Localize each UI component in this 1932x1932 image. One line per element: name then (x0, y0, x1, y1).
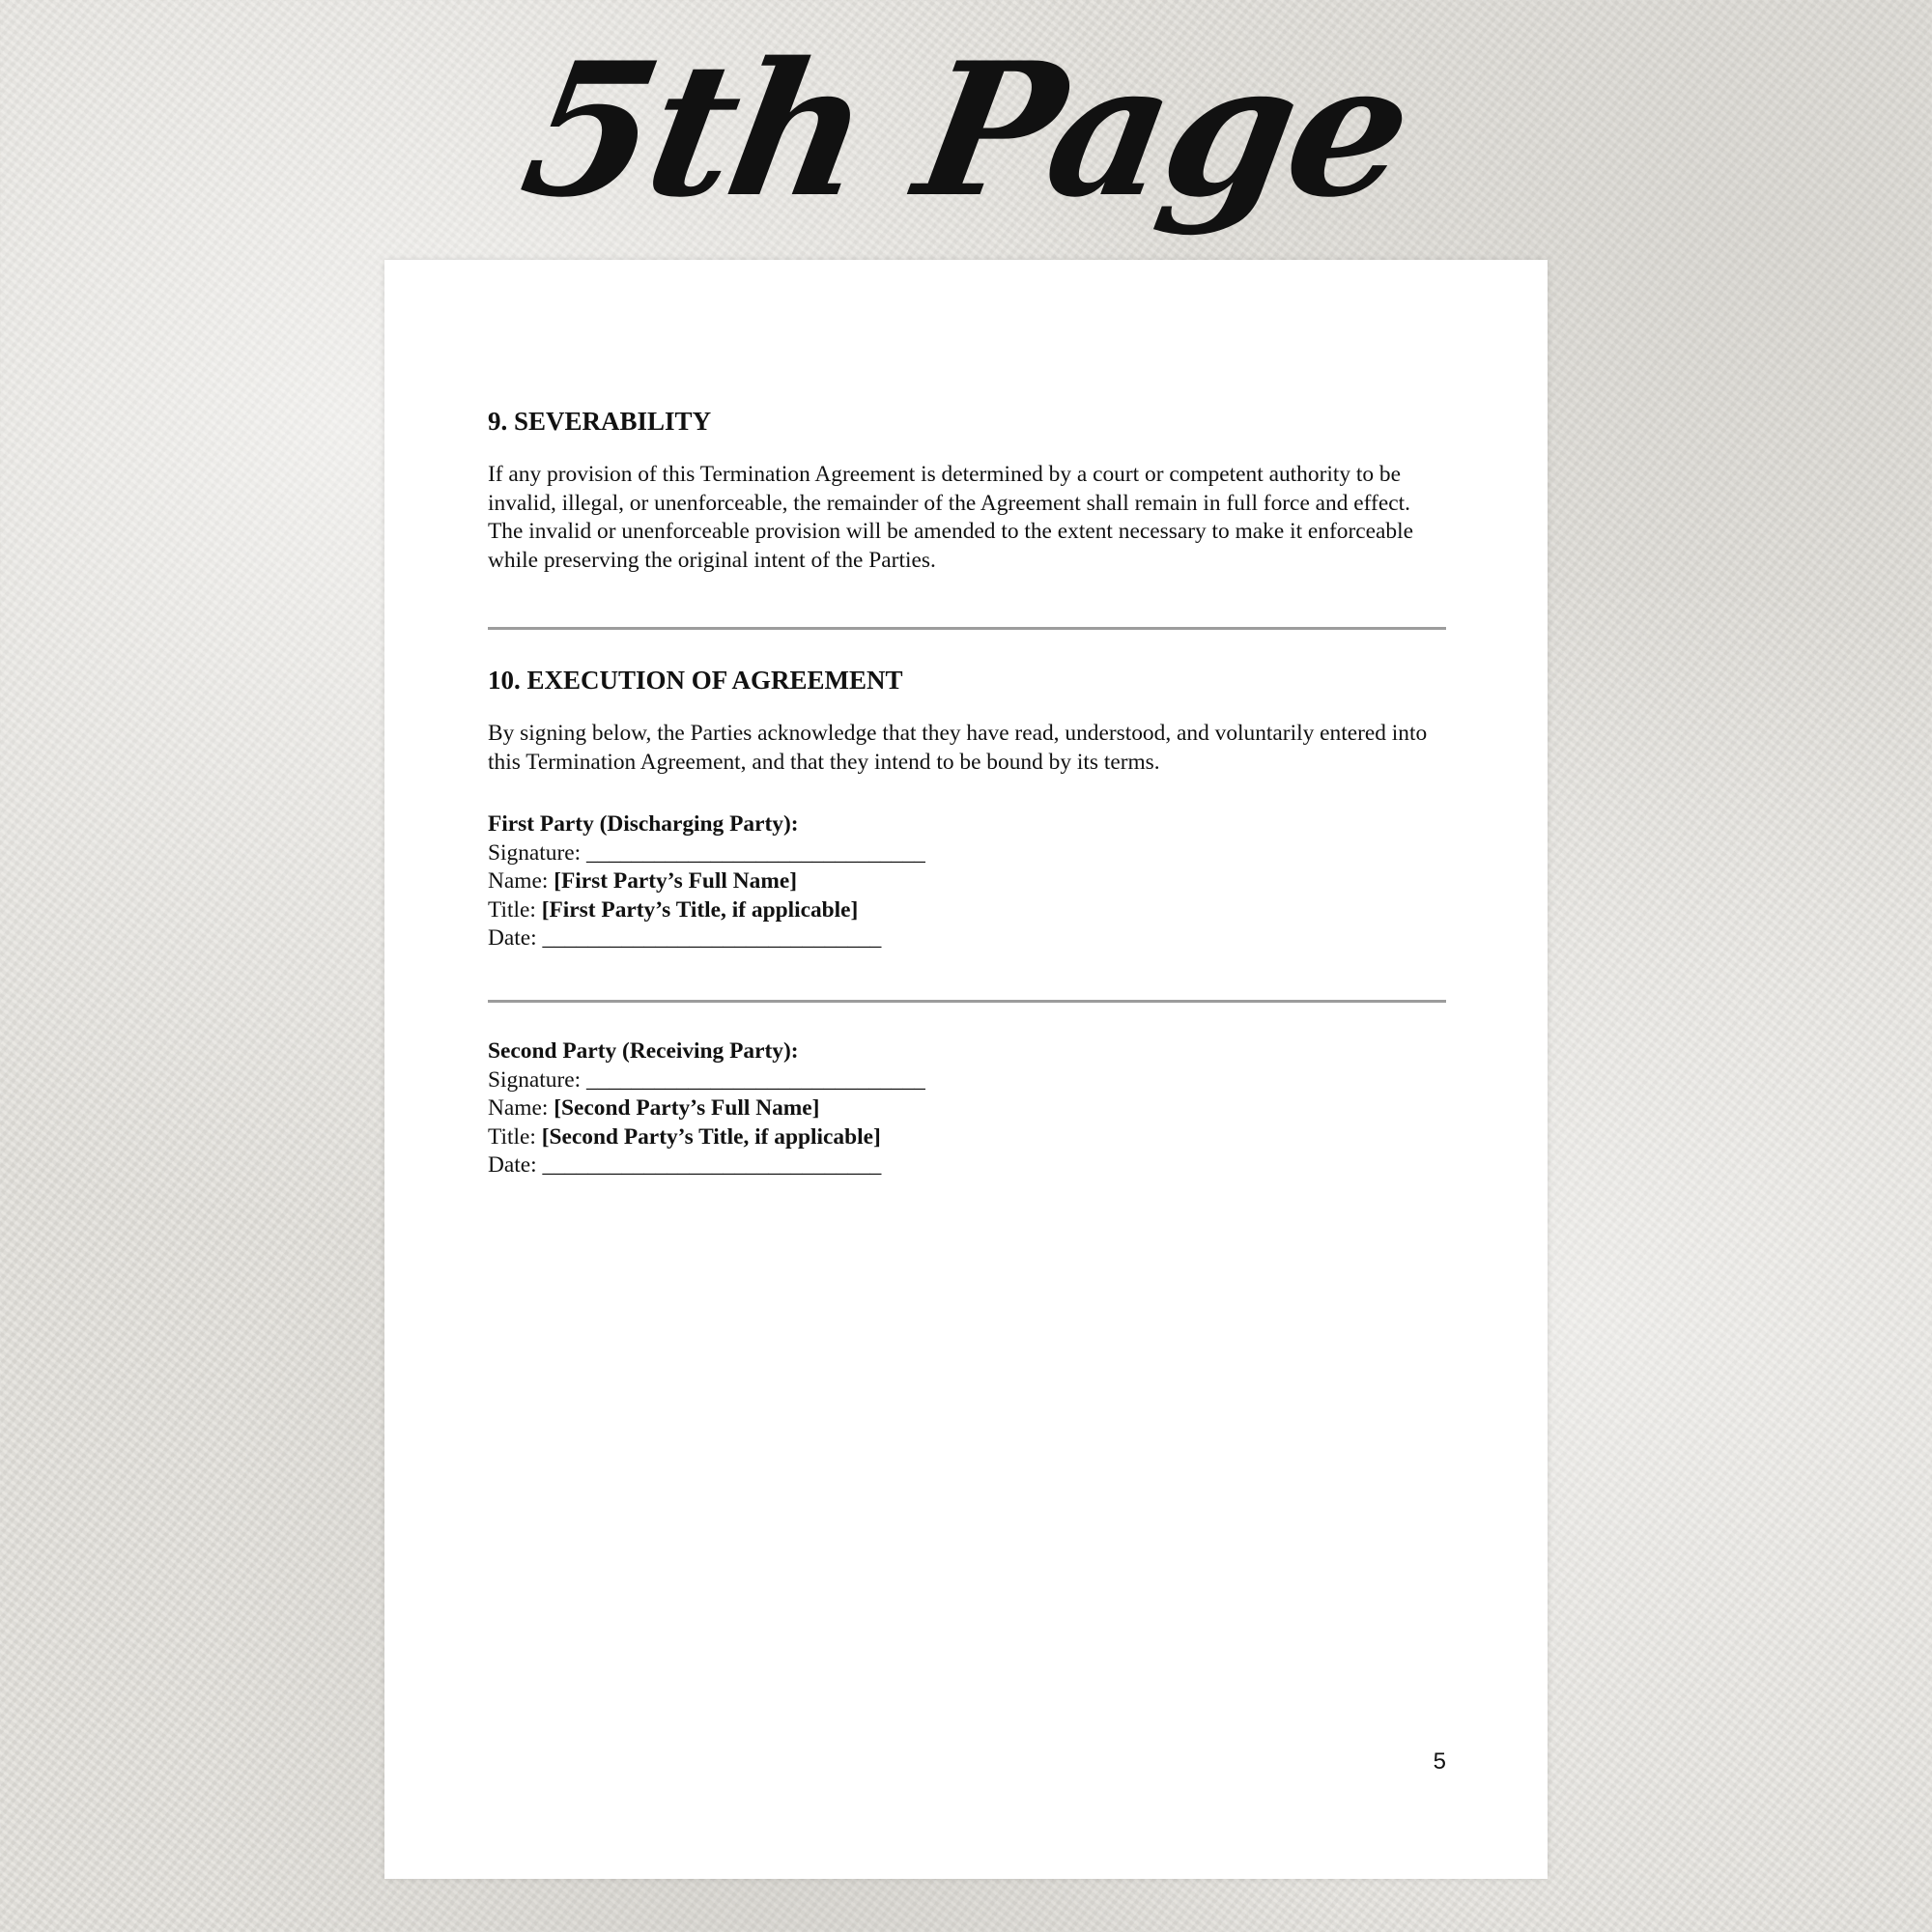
second-party-signature-row (488, 1066, 1446, 1095)
banner-title: 5th Page (508, 22, 1424, 238)
second-party-title-row (488, 1123, 1446, 1152)
first-party-signature-row (488, 839, 1446, 868)
signature-divider (488, 1000, 1446, 1003)
date-label: Date: (488, 1152, 543, 1178)
page-number: 5 (1433, 1748, 1446, 1775)
first-party-date-row (488, 924, 1446, 953)
first-party-heading: First Party (Discharging Party): (488, 811, 799, 837)
title-label: Title: (488, 896, 542, 923)
section-body-execution: By signing below, the Parties acknowledge that they have read, understood, and voluntarily entered into this Termination Agreement, and that they intend to be bound by its terms. (488, 721, 1428, 775)
first-party-title-row (488, 896, 1446, 925)
first-party-signature-block (488, 810, 1446, 953)
signature-line[interactable]: ______________________________ (586, 1066, 925, 1093)
section-heading-execution: 10. EXECUTION OF AGREEMENT (488, 666, 903, 695)
section-body-severability: If any provision of this Termination Agreement is determined by a court or competent authority to be invalid, illegal, or unenforceable, the remainder of the Agreement shall remain in full force and effect. The invalid or unenforceable provision will be amended to the extent necessary to make it enforceable while preserving the original intent of the Parties. (488, 462, 1413, 573)
second-party-signature-block (488, 1037, 1446, 1180)
section-severability (488, 405, 1446, 575)
date-label: Date: (488, 925, 543, 951)
title-placeholder: [First Party’s Title, if applicable] (541, 896, 859, 923)
document-page (384, 260, 1548, 1879)
date-line[interactable]: ______________________________ (542, 925, 882, 951)
second-party-date-row (488, 1151, 1446, 1180)
name-placeholder: [First Party’s Full Name] (554, 868, 798, 894)
name-placeholder: [Second Party’s Full Name] (554, 1095, 820, 1121)
section-heading-severability: 9. SEVERABILITY (488, 407, 712, 436)
signature-label: Signature: (488, 1066, 586, 1093)
section-divider (488, 627, 1446, 630)
section-execution (488, 664, 1446, 777)
title-placeholder: [Second Party’s Title, if applicable] (541, 1123, 881, 1150)
date-line[interactable]: ______________________________ (542, 1152, 882, 1178)
first-party-name-row (488, 867, 1446, 896)
name-label: Name: (488, 1095, 554, 1121)
signature-label: Signature: (488, 839, 586, 866)
title-label: Title: (488, 1123, 542, 1150)
second-party-heading: Second Party (Receiving Party): (488, 1038, 799, 1064)
name-label: Name: (488, 868, 554, 894)
signature-line[interactable]: ______________________________ (586, 839, 925, 866)
second-party-name-row (488, 1094, 1446, 1123)
